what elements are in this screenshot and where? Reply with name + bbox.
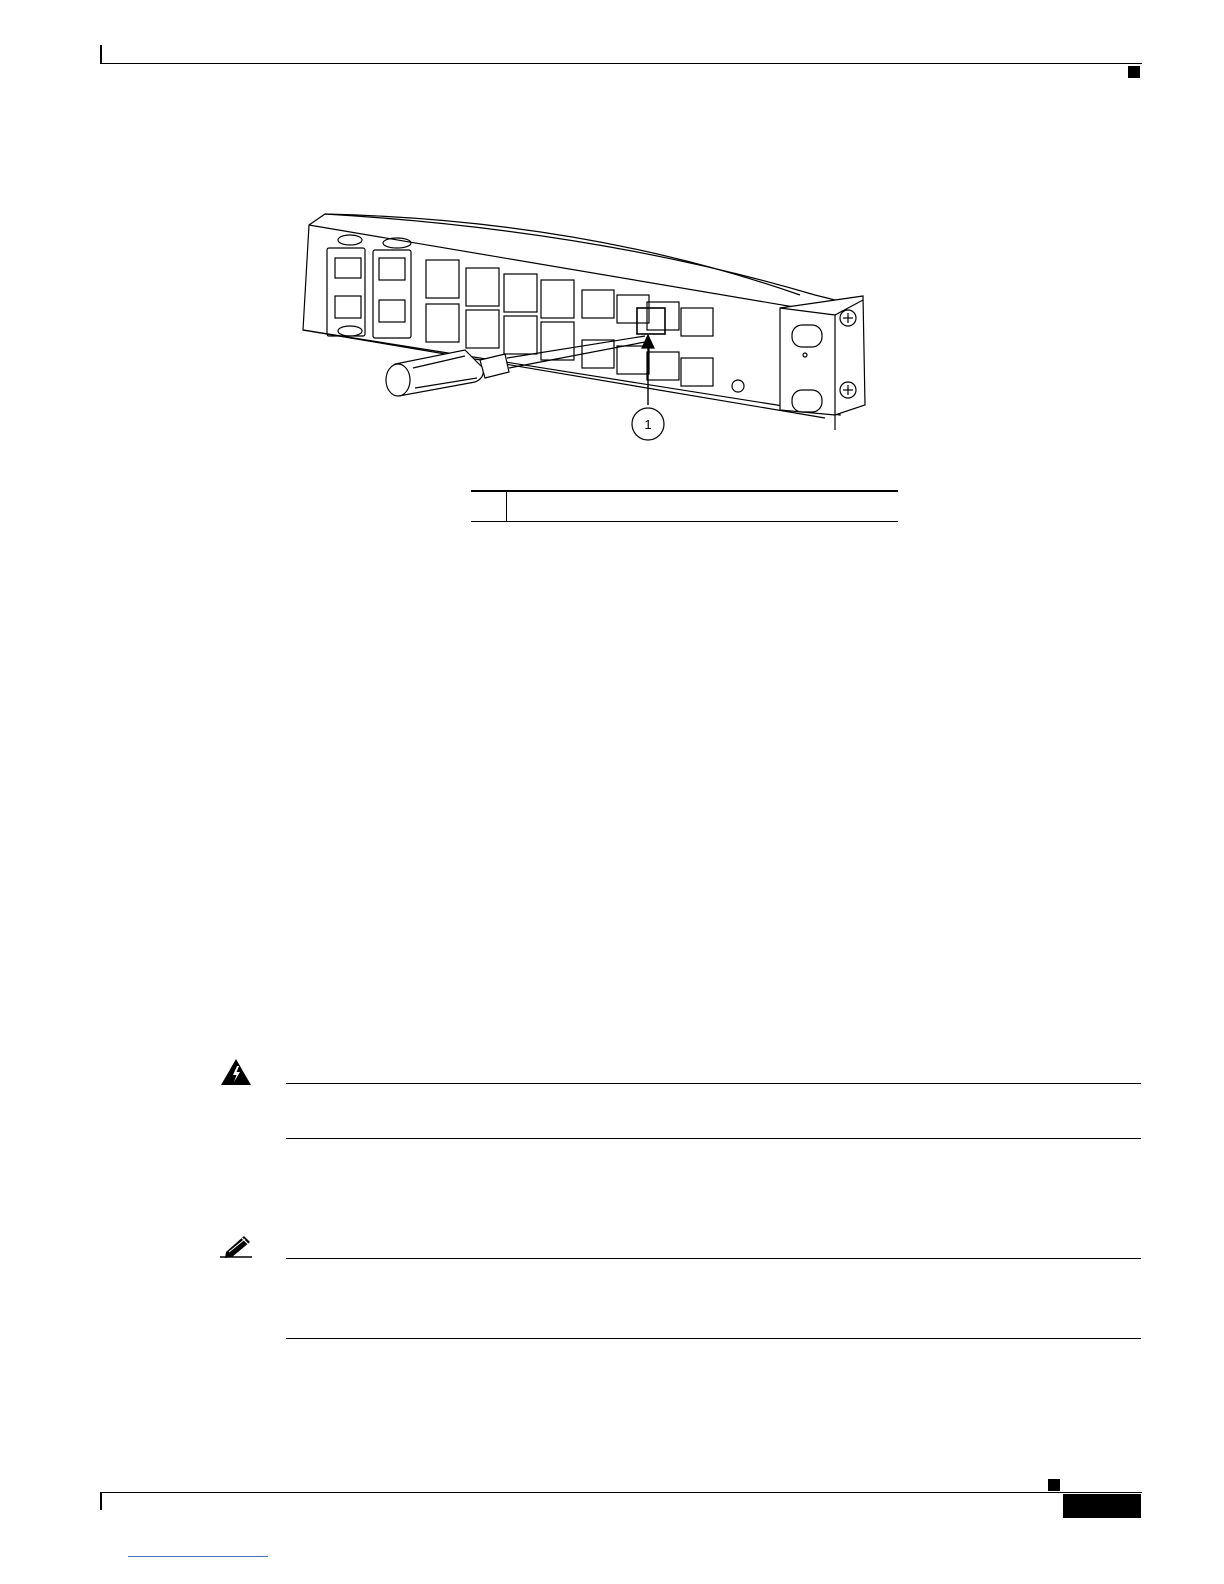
footer-rule [100,1492,1142,1493]
legend-description-cell [512,494,892,520]
pencil-note-icon [218,1232,256,1260]
header-marker [1128,66,1140,78]
note-bottom-rule [286,1338,1141,1339]
header-rule [100,63,1142,64]
figure-callout-number: 1 [644,417,652,432]
footer-marker [1048,1479,1060,1491]
legend-bottom-rule [471,521,898,522]
switch-screwdriver-illustration [295,200,870,450]
warning-top-rule [286,1083,1141,1084]
footer-link-underline[interactable] [128,1556,268,1557]
note-text [290,1266,1135,1332]
legend-column-divider [506,492,507,521]
header-left-tick [100,45,102,64]
legend-number-cell [471,494,506,520]
legend-top-rule [471,490,898,492]
footer-left-tick [100,1492,102,1510]
warning-triangle-icon [219,1057,253,1087]
warning-bottom-rule [286,1138,1141,1139]
warning-text [290,1090,1135,1134]
note-top-rule [286,1258,1141,1259]
page-number-tab [1063,1494,1141,1518]
